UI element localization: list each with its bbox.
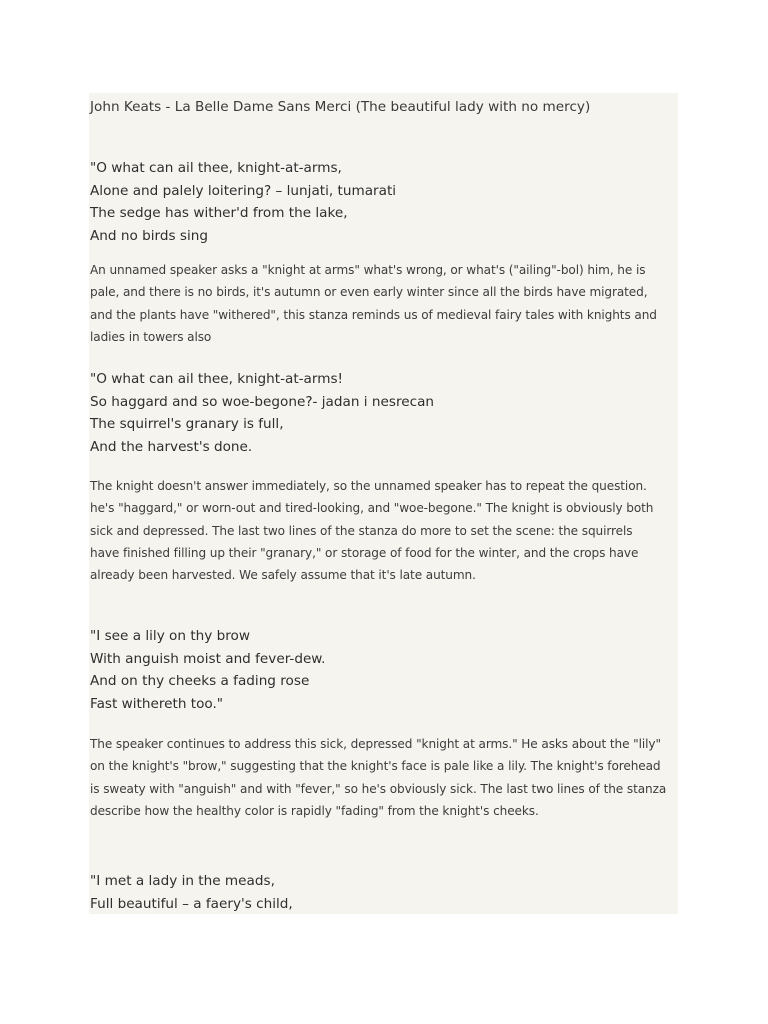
stanza-2 bbox=[90, 368, 434, 458]
verse-line: Alone and palely loitering? – lunjati, tumarati bbox=[90, 182, 397, 199]
stanza-3 bbox=[90, 625, 326, 715]
commentary-1 bbox=[90, 259, 678, 348]
verse-line: And on thy cheeks a fading rose bbox=[90, 673, 310, 690]
commentary-line: ladies in towers also bbox=[90, 329, 212, 344]
commentary-line: and the plants have "withered", this stanza reminds us of medieval fairy tales with knights and bbox=[90, 307, 657, 322]
verse-line: And the harvest's done. bbox=[90, 438, 253, 455]
verse-line: Fast withereth too." bbox=[90, 695, 224, 712]
verse-line: The sedge has wither'd from the lake, bbox=[90, 205, 348, 222]
commentary-line: on the knight's "brow," suggesting that the knight's face is pale like a lily. The knight's forehead bbox=[90, 759, 661, 774]
commentary-line: describe how the healthy color is rapidly "fading" from the knight's cheeks. bbox=[90, 803, 539, 818]
commentary-line: is sweaty with "anguish" and with "fever," so he's obviously sick. The last two lines of the stanza bbox=[90, 781, 667, 796]
document-page bbox=[89, 93, 678, 914]
verse-line: Full beautiful – a faery's child, bbox=[90, 895, 293, 912]
document-title: John Keats - La Belle Dame Sans Merci (The beautiful lady with no mercy) bbox=[90, 99, 591, 115]
commentary-line: have finished filling up their "granary," or storage of food for the winter, and the crops have bbox=[90, 545, 639, 560]
commentary-line: The knight doesn't answer immediately, so the unnamed speaker has to repeat the question. bbox=[90, 479, 647, 493]
commentary-line: he's "haggard," or worn-out and tired-looking, and "woe-begone." The knight is obviously both bbox=[90, 501, 654, 516]
verse-line: The squirrel's granary is full, bbox=[90, 416, 284, 433]
verse-line: With anguish moist and fever-dew. bbox=[90, 650, 326, 667]
commentary-2 bbox=[90, 475, 678, 586]
verse-line: And no birds sing bbox=[90, 227, 209, 244]
commentary-3 bbox=[90, 733, 678, 822]
commentary-line: An unnamed speaker asks a "knight at arms" what's wrong, or what's ("ailing"-bol) him, he is bbox=[90, 263, 646, 277]
verse-line: "O what can ail thee, knight-at-arms! bbox=[90, 371, 344, 387]
commentary-line: sick and depressed. The last two lines of the stanza do more to set the scene: the squirrels bbox=[90, 523, 633, 538]
stanza-4 bbox=[90, 870, 293, 915]
verse-line: "I see a lily on thy brow bbox=[90, 628, 250, 644]
commentary-line: The speaker continues to address this sick, depressed "knight at arms." He asks about the "lily" bbox=[90, 737, 661, 751]
verse-line: "I met a lady in the meads, bbox=[90, 873, 275, 889]
commentary-line: already been harvested. We safely assume that it's late autumn. bbox=[90, 568, 476, 583]
commentary-line: pale, and there is no birds, it's autumn or even early winter since all the birds have migrated, bbox=[90, 285, 648, 300]
verse-line: "O what can ail thee, knight-at-arms, bbox=[90, 160, 342, 176]
verse-line: So haggard and so woe-begone?- jadan i nesrecan bbox=[90, 393, 435, 410]
stanza-1 bbox=[90, 157, 396, 247]
